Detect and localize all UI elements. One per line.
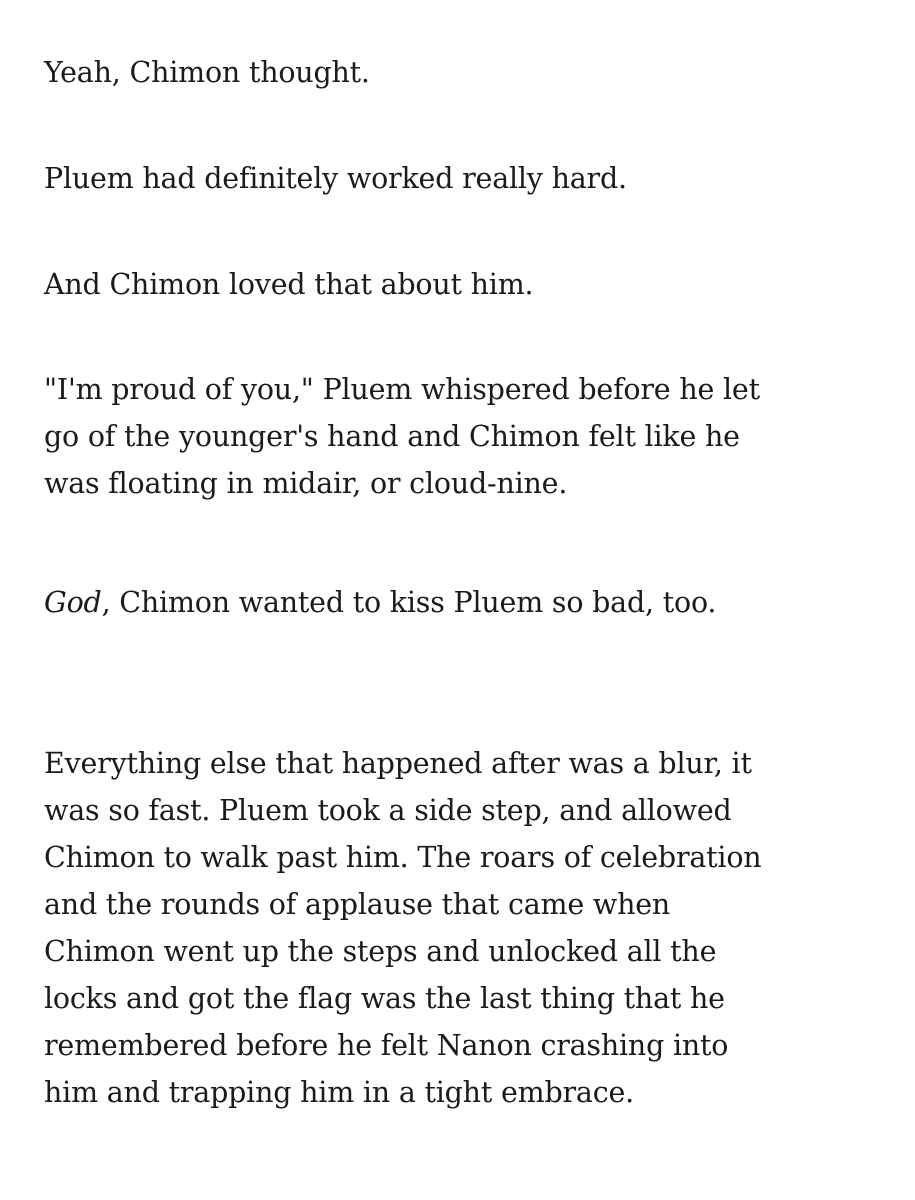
- text-line: and the rounds of applause that came when: [44, 888, 671, 921]
- text-line: Everything else that happened after was a blur, it: [44, 747, 752, 780]
- text-line: Yeah, Chimon thought.: [44, 56, 370, 89]
- paragraph-yeah-chimon-thought: [44, 49, 370, 96]
- paragraph-pluem-worked-hard: [44, 155, 627, 202]
- text-line: was floating in midair, or cloud-nine.: [44, 467, 568, 500]
- paragraph-chimon-loved: [44, 261, 533, 308]
- text-line: him and trapping him in a tight embrace.: [44, 1076, 634, 1109]
- text-line: "I'm proud of you," Pluem whispered before he let: [44, 373, 760, 406]
- text-line: And Chimon loved that about him.: [44, 268, 534, 301]
- text-line: remembered before he felt Nanon crashing into: [44, 1029, 729, 1062]
- text-line: go of the younger's hand and Chimon felt like he: [44, 420, 740, 453]
- paragraph-god-kiss: [44, 579, 716, 626]
- italic-emphasis: God: [44, 586, 102, 619]
- text-line: [44, 579, 716, 626]
- paragraph-everything-else: [44, 740, 761, 1116]
- text-line: Chimon went up the steps and unlocked all the: [44, 935, 717, 968]
- text-line: locks and got the flag was the last thing that he: [44, 982, 725, 1015]
- text-fragment: , Chimon wanted to kiss Pluem so bad, too.: [101, 586, 717, 619]
- text-line: was so fast. Pluem took a side step, and allowed: [44, 794, 732, 827]
- paragraph-proud-of-you: [44, 366, 760, 507]
- text-line: Chimon to walk past him. The roars of celebration: [44, 841, 762, 874]
- text-line: Pluem had definitely worked really hard.: [44, 162, 627, 195]
